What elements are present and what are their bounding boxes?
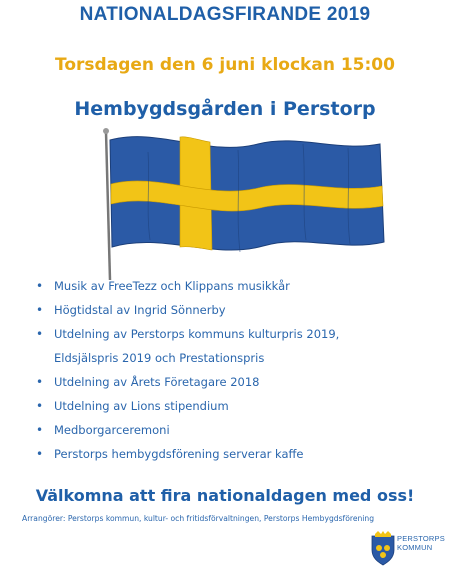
list-item <box>36 442 436 466</box>
logo-text-line1: PERSTORPS <box>397 534 445 543</box>
list-item-continuation: Eldsjälspris 2019 och Prestationspris <box>54 351 265 365</box>
list-item <box>36 394 436 418</box>
perstorps-kommun-logo <box>370 530 450 570</box>
list-item-text: Musik av FreeTezz och Klippans musikkår <box>54 279 290 293</box>
welcome-message: Välkomna att fira nationaldagen med oss! <box>35 486 415 505</box>
list-item <box>36 274 436 298</box>
logo-text-line2: KOMMUN <box>397 543 433 552</box>
event-date: Torsdagen den 6 juni klockan 15:00 <box>55 55 395 75</box>
list-item-text: Utdelning av Årets Företagare 2018 <box>54 375 260 389</box>
list-item-text: Utdelning av Perstorps kommuns kulturpris 2019, <box>54 327 340 341</box>
list-item-text: Medborgarceremoni <box>54 423 170 437</box>
swedish-flag-icon <box>88 122 388 282</box>
coat-of-arms-icon <box>370 530 396 566</box>
event-venue: Hembygdsgården i Perstorp <box>74 98 376 120</box>
list-item <box>36 322 436 370</box>
list-item-text: Högtidstal av Ingrid Sönnerby <box>54 303 226 317</box>
swedish-flag-illustration <box>88 122 388 282</box>
list-item <box>36 370 436 394</box>
list-item-text: Perstorps hembygdsförening serverar kaffe <box>54 447 304 461</box>
event-title: NATIONALDAGSFIRANDE 2019 <box>79 4 371 25</box>
list-item-text: Utdelning av Lions stipendium <box>54 399 229 413</box>
program-list <box>36 274 436 466</box>
list-item <box>36 418 436 442</box>
list-item <box>36 298 436 322</box>
organizers-line: Arrangörer: Perstorps kommun, kultur- och fritidsförvaltningen, Perstorps Hembygdsförening <box>22 514 375 523</box>
